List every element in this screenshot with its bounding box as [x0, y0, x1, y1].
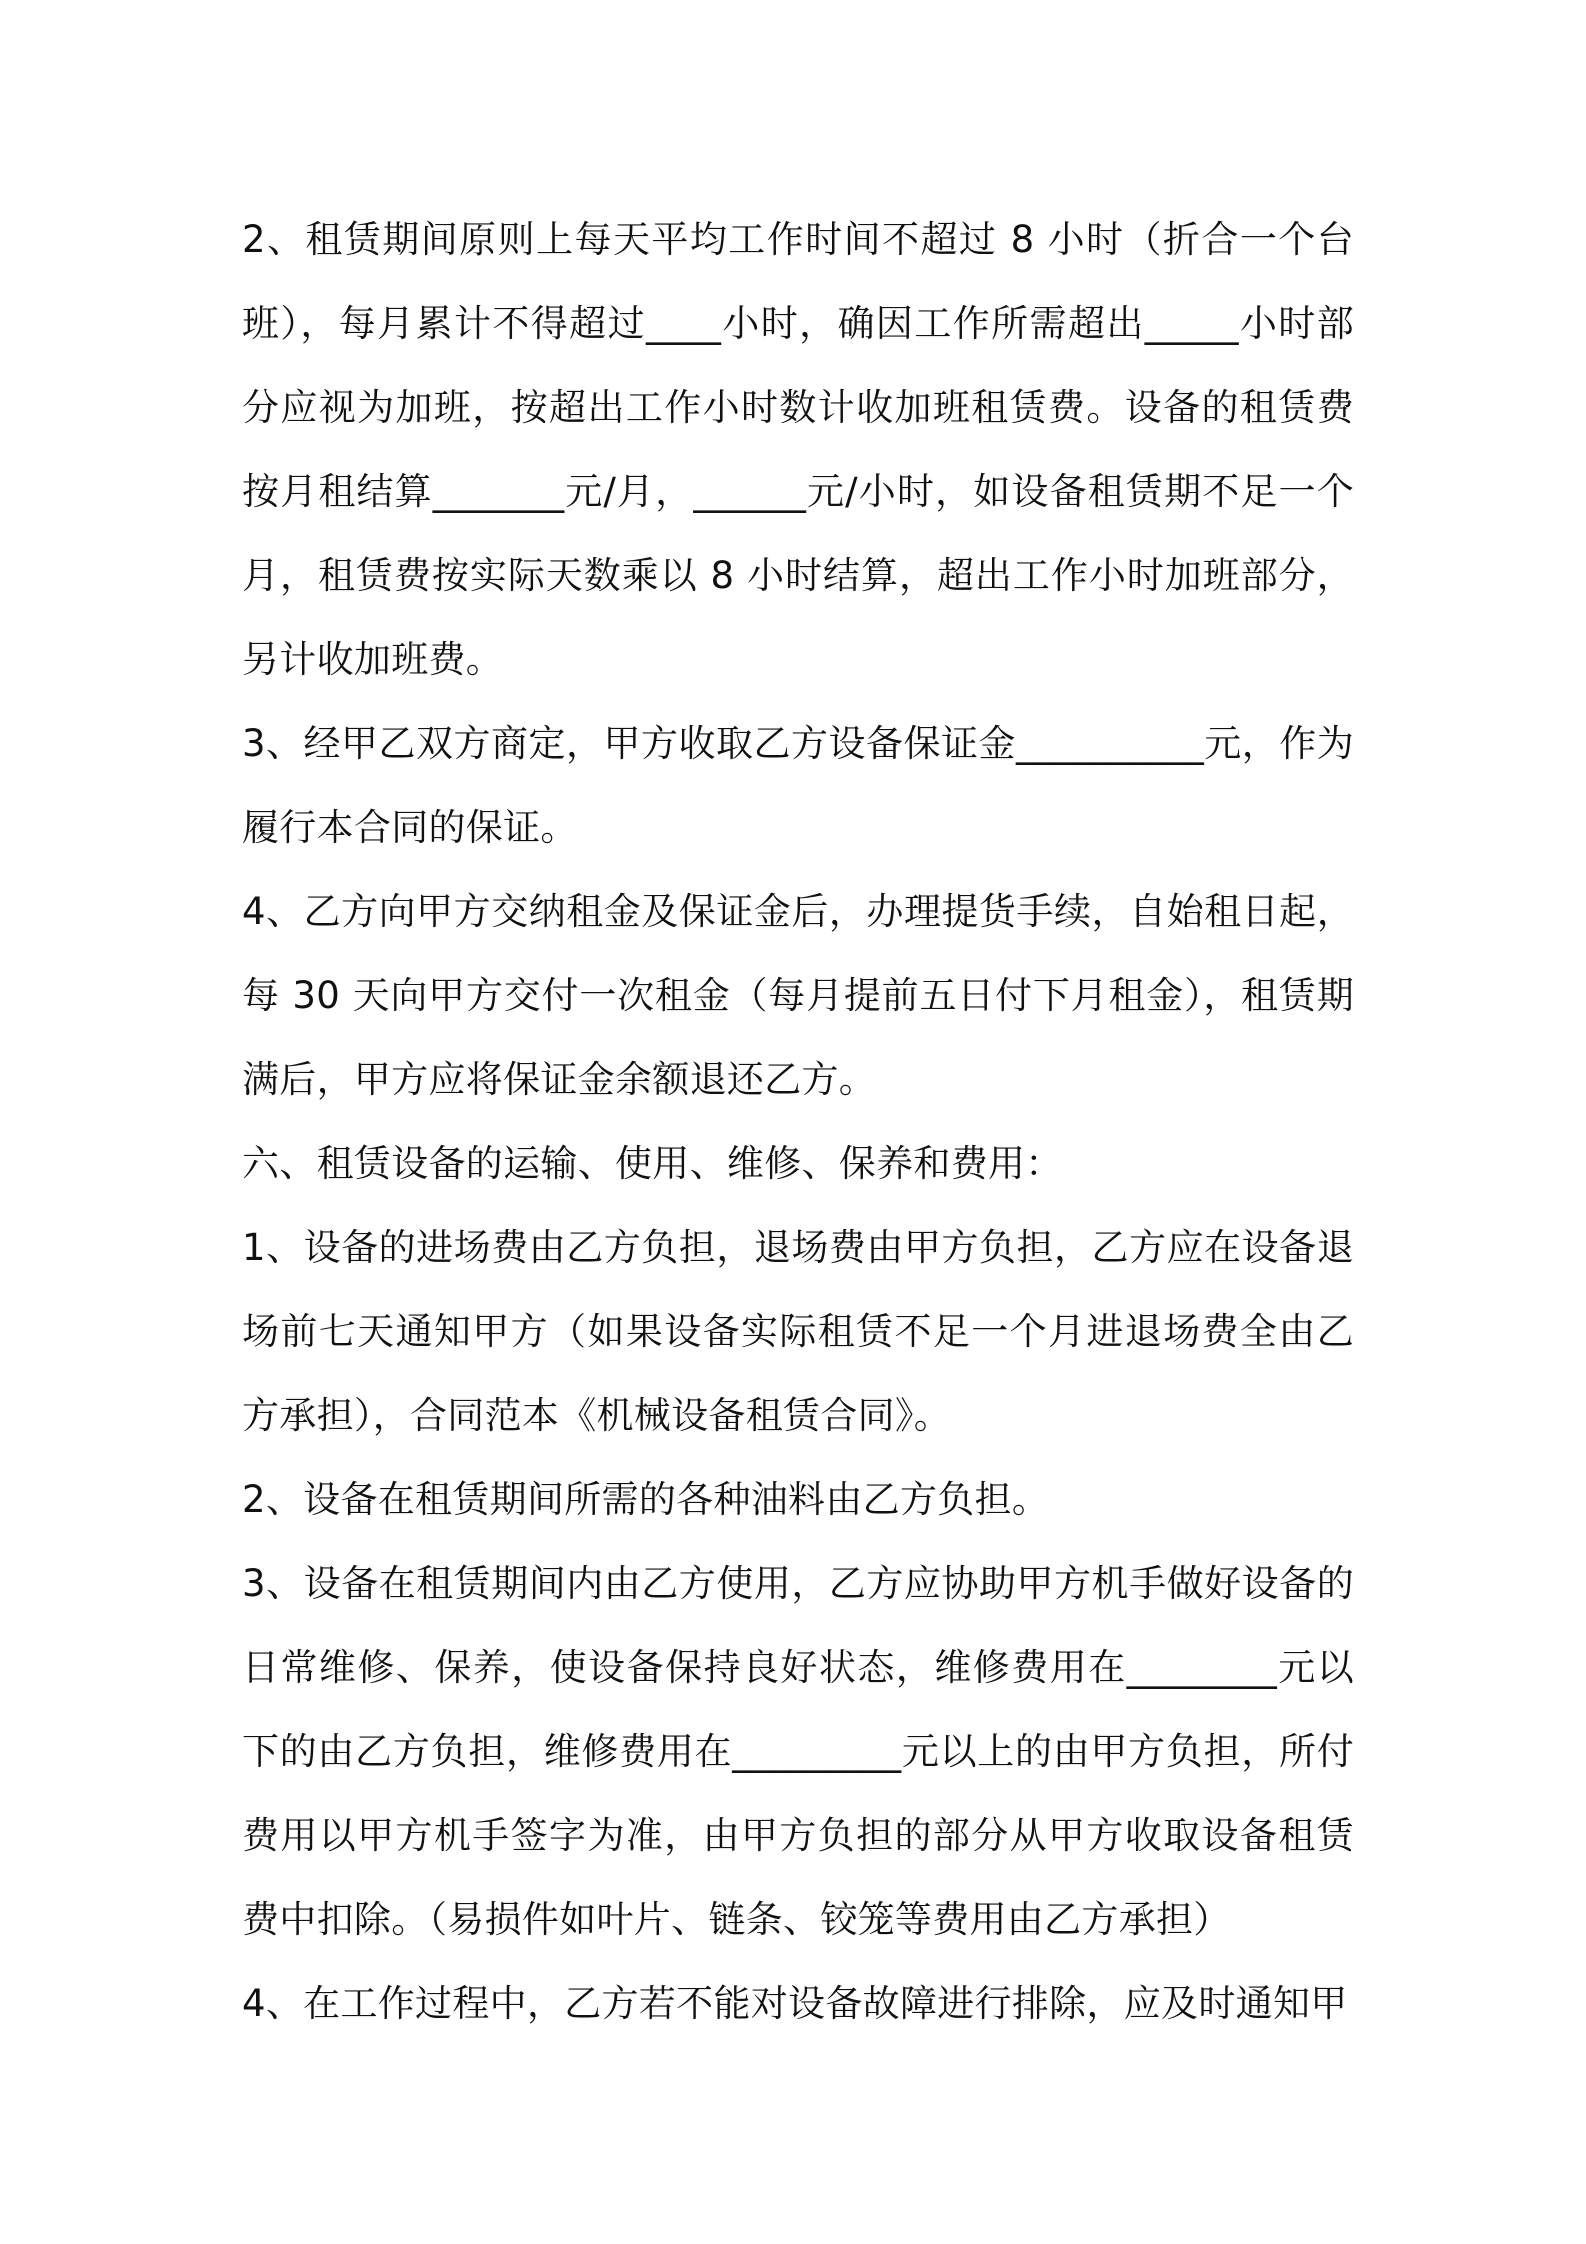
paragraph-working-hours-rent: 2、租赁期间原则上每天平均工作时间不超过 8 小时（折合一个台班），每月累计不得超过____小时，确因工作所需超出_____小时部分应视为加班，按超出工作小时数计收加班租赁费。设备的租赁费按月租结算_______元/月，______元/小时，如设备租赁期不足一个月，租赁费按实际天数乘以 8 小时结算，超出工作小时加班部分，另计收加班费。: [242, 218, 1354, 681]
paragraph-fuel: 2、设备在租赁期间所需的各种油料由乙方负担。: [242, 1478, 1050, 1521]
paragraph-deposit: 3、经甲乙双方商定，甲方收取乙方设备保证金__________元，作为履行本合同的保证。: [242, 722, 1354, 849]
section-heading-transport-use-maintenance: 六、租赁设备的运输、使用、维修、保养和费用：: [242, 1142, 1063, 1185]
paragraph-rent-payment: 4、乙方向甲方交纳租金及保证金后，办理提货手续，自始租日起，每 30 天向甲方交付一次租金（每月提前五日付下月租金），租赁期满后，甲方应将保证金余额退还乙方。: [242, 890, 1354, 1101]
paragraph-entry-exit-fees: 1、设备的进场费由乙方负担，退场费由甲方负担，乙方应在设备退场前七天通知甲方（如果设备实际租赁不足一个月进退场费全由乙方承担），合同范本《机械设备租赁合同》。: [242, 1226, 1354, 1437]
paragraph-fault-notification: 4、在工作过程中，乙方若不能对设备故障进行排除，应及时通知甲: [242, 1982, 1348, 2025]
document-body: [242, 198, 1354, 2046]
paragraph-maintenance: 3、设备在租赁期间内由乙方使用，乙方应协助甲方机手做好设备的日常维修、保养，使设备保持良好状态，维修费用在________元以下的由乙方负担，维修费用在_________元以上的由甲方负担，所付费用以甲方机手签字为准，由甲方负担的部分从甲方收取设备租赁费中扣除。（易损件如叶片、链条、铰笼等费用由乙方承担）: [242, 1562, 1354, 1941]
